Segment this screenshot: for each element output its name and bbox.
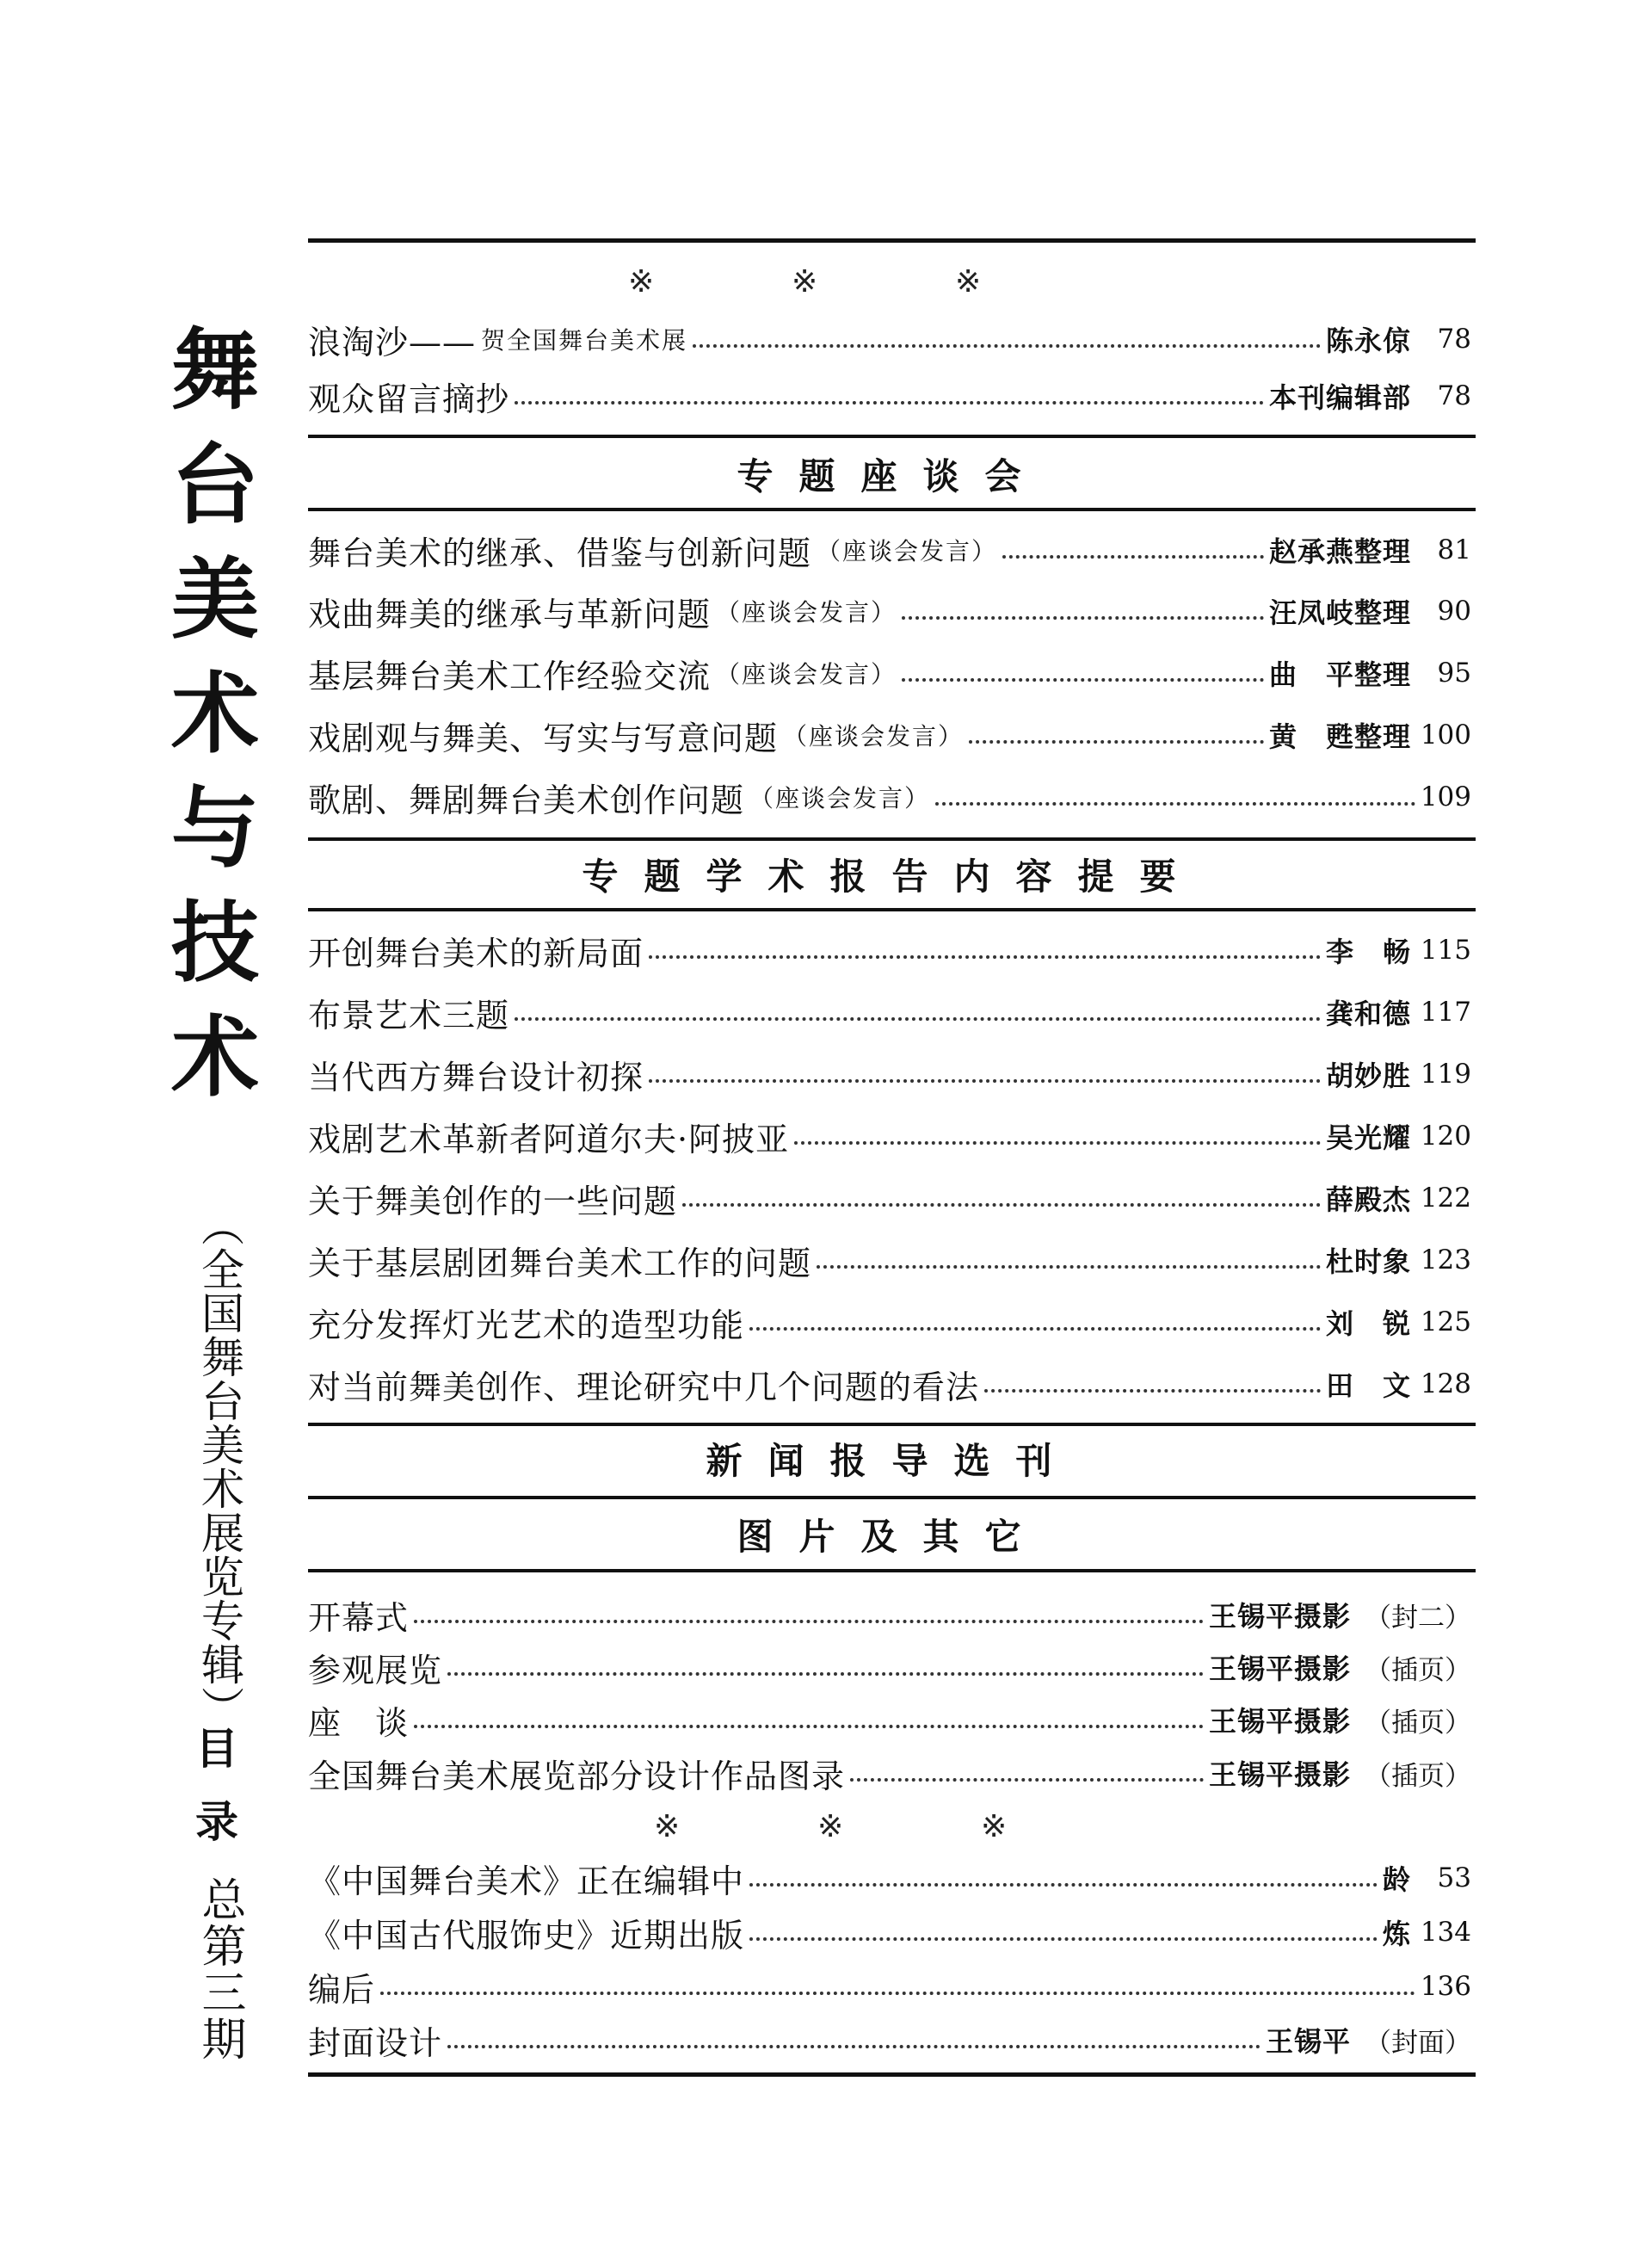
entry-author: 王锡平摄影: [1208, 1705, 1351, 1738]
entry-note: （座谈会发言）: [783, 722, 965, 750]
dot-leader: [515, 1017, 1321, 1021]
toc-entry[interactable]: [308, 1358, 1471, 1410]
entry-page: 136: [1420, 1971, 1471, 2002]
contents-heading: [182, 1713, 251, 1859]
entry-author: 刘 锐: [1325, 1307, 1411, 1340]
dot-leader: [902, 678, 1264, 682]
toc-entry[interactable]: [308, 2014, 1471, 2066]
star-ornament: ※: [792, 263, 818, 300]
entry-title: 基层舞台美术工作经验交流: [308, 657, 712, 695]
dot-leader: [749, 1327, 1321, 1331]
dot-leader: [817, 1265, 1321, 1269]
entry-page: 134: [1420, 1917, 1471, 1948]
entry-title: 开创舞台美术的新局面: [308, 934, 644, 973]
entry-page: 100: [1420, 720, 1471, 750]
entry-page: 81: [1437, 534, 1471, 565]
entry-title: 戏曲舞美的继承与革新问题: [308, 595, 712, 633]
entry-page: 123: [1420, 1245, 1471, 1275]
title-char: 舞: [171, 320, 259, 423]
star-ornament: ※: [981, 1808, 1008, 1844]
entry-title: 浪淘沙——: [308, 323, 477, 361]
dot-leader: [380, 1992, 1415, 1995]
dot-leader: [749, 1883, 1378, 1887]
section-rule: [308, 837, 1476, 841]
toc-entry[interactable]: [308, 524, 1471, 576]
entry-note: （座谈会发言）: [716, 598, 897, 627]
entry-title: 观众留言摘抄: [308, 380, 510, 418]
toc-entry[interactable]: [308, 986, 1471, 1038]
toc-entry[interactable]: [308, 1906, 1471, 1958]
dot-leader: [969, 740, 1264, 744]
toc-entry[interactable]: [308, 1172, 1471, 1224]
entry-title: 戏剧观与舞美、写实与写意问题: [308, 719, 779, 757]
toc-entry[interactable]: [308, 709, 1471, 761]
title-char: 与: [171, 778, 259, 880]
title-char: 技: [171, 892, 259, 995]
entry-page: 125: [1420, 1306, 1471, 1337]
toc-entry[interactable]: [308, 1234, 1471, 1286]
section-rule: [308, 1496, 1476, 1499]
star-ornament: ※: [628, 263, 655, 300]
toc-entry[interactable]: [308, 1852, 1471, 1904]
entry-author: 黄 甦整理: [1268, 720, 1411, 753]
star-ornament: ※: [654, 1808, 681, 1844]
entry-title: 关于基层剧团舞台美术工作的问题: [308, 1244, 812, 1282]
toc-entry[interactable]: [308, 1694, 1471, 1745]
entry-page: 53: [1437, 1862, 1471, 1893]
dot-leader: [749, 1937, 1378, 1941]
entry-author: 胡妙胜: [1325, 1059, 1411, 1092]
entry-author: 陈永倞: [1325, 324, 1411, 357]
dot-leader: [414, 1725, 1204, 1728]
entry-title: 充分发挥灯光艺术的造型功能: [308, 1306, 745, 1344]
star-separator: [308, 1805, 1476, 1848]
entry-page: 78: [1437, 380, 1471, 411]
toc-entry[interactable]: [308, 771, 1471, 823]
entry-note: （座谈会发言）: [749, 784, 931, 812]
entry-author: 王锡平摄影: [1208, 1758, 1351, 1791]
entry-author: 王锡平摄影: [1208, 1652, 1351, 1685]
title-char: 术: [171, 664, 259, 766]
entry-page: （插页）: [1365, 1654, 1471, 1686]
entry-author: 李 畅: [1325, 936, 1411, 968]
table-of-contents: [308, 0, 1476, 2242]
entry-title: 《中国古代服饰史》近期出版: [308, 1916, 745, 1955]
entry-title: 开幕式: [308, 1598, 410, 1637]
section-heading-pictures: 图片及其它: [737, 1516, 1047, 1558]
section-rule: [308, 1423, 1476, 1426]
dot-leader: [693, 344, 1321, 348]
top-rule: [308, 238, 1476, 243]
toc-entry[interactable]: [308, 1589, 1471, 1640]
dot-leader: [984, 1389, 1321, 1393]
title-char: 术: [171, 1007, 259, 1109]
dot-leader: [1002, 555, 1264, 559]
special-issue-subtitle: （全国舞台美术展览专辑）: [194, 1203, 244, 1730]
entry-page: 128: [1420, 1368, 1471, 1399]
dot-leader: [850, 1778, 1204, 1782]
dot-leader: [902, 616, 1264, 620]
entry-author: 曲 平整理: [1268, 658, 1411, 691]
section-heading-news: 新闻报导选刊: [706, 1440, 1078, 1482]
entry-title: 参观展览: [308, 1651, 443, 1689]
entry-author: 炼: [1382, 1918, 1411, 1950]
toc-entry[interactable]: [308, 647, 1471, 699]
entry-title: 关于舞美创作的一些问题: [308, 1182, 678, 1220]
toc-entry[interactable]: [308, 1048, 1471, 1100]
section-rule: [308, 435, 1476, 438]
title-char: 美: [171, 549, 259, 652]
entry-note: （座谈会发言）: [716, 660, 897, 689]
entry-page: 90: [1437, 596, 1471, 627]
entry-title: 全国舞台美术展览部分设计作品图录: [308, 1757, 846, 1795]
dot-leader: [515, 401, 1264, 405]
entry-title: 对当前舞美创作、理论研究中几个问题的看法: [308, 1368, 980, 1406]
entry-page: 115: [1420, 935, 1471, 966]
entry-page: 122: [1420, 1183, 1471, 1214]
section-rule: [308, 508, 1476, 511]
entry-author: 龄: [1382, 1863, 1411, 1896]
dot-leader: [649, 1079, 1321, 1083]
star-ornament: ※: [955, 263, 982, 300]
star-separator: [308, 260, 1476, 303]
contents-char: 目: [195, 1724, 238, 1774]
entry-title: 座 谈: [308, 1703, 410, 1742]
entry-author: 本刊编辑部: [1268, 381, 1411, 414]
toc-entry[interactable]: [308, 1296, 1471, 1348]
entry-page: （插页）: [1365, 1707, 1471, 1739]
entry-author: 赵承燕整理: [1268, 535, 1411, 568]
toc-entry[interactable]: [308, 1961, 1471, 2012]
entry-title: 戏剧艺术革新者阿道尔夫·阿披亚: [308, 1120, 790, 1158]
entry-note: 贺全国舞台美术展: [481, 326, 688, 355]
entry-page: 95: [1437, 658, 1471, 689]
entry-author: 杜时象: [1325, 1245, 1411, 1278]
entry-note: （座谈会发言）: [817, 537, 998, 565]
toc-entry[interactable]: [308, 1641, 1471, 1693]
dot-leader: [935, 802, 1415, 806]
dot-leader: [649, 955, 1321, 959]
entry-title: 编后: [308, 1970, 376, 2009]
dot-leader: [447, 1672, 1204, 1676]
star-ornament: ※: [817, 1808, 844, 1844]
title-char: 台: [171, 435, 259, 537]
dot-leader: [794, 1141, 1321, 1145]
entry-title: 当代西方舞台设计初探: [308, 1058, 644, 1096]
entry-page: （封二）: [1365, 1602, 1471, 1634]
section-heading-symposium: 专题座谈会: [737, 455, 1047, 497]
entry-author: 王锡平摄影: [1208, 1600, 1351, 1633]
entry-page: 109: [1420, 781, 1471, 812]
entry-page: 117: [1420, 997, 1471, 1028]
entry-author: 汪凤岐整理: [1268, 596, 1411, 629]
contents-char: 录: [195, 1797, 238, 1847]
dot-leader: [447, 2045, 1261, 2048]
issue-number: 总第三期: [194, 1876, 245, 2062]
entry-author: 薛殿杰: [1325, 1183, 1411, 1216]
entry-page: 78: [1437, 324, 1471, 355]
entry-author: 龚和德: [1325, 997, 1411, 1030]
dot-leader: [414, 1620, 1204, 1623]
bottom-rule: [308, 2072, 1476, 2077]
entry-page: 119: [1420, 1059, 1471, 1090]
entry-title: 封面设计: [308, 2023, 443, 2062]
entry-author: 吴光耀: [1325, 1121, 1411, 1154]
entry-page: （封面）: [1365, 2027, 1471, 2059]
magazine-title: [159, 314, 271, 1115]
toc-entry[interactable]: [308, 1747, 1471, 1799]
section-rule: [308, 908, 1476, 911]
toc-entry[interactable]: [308, 370, 1471, 422]
entry-title: 歌剧、舞剧舞台美术创作问题: [308, 781, 745, 819]
section-heading-reports: 专题学术报告内容提要: [582, 855, 1202, 898]
toc-entry[interactable]: [308, 1110, 1471, 1162]
toc-entry[interactable]: [308, 313, 1471, 365]
toc-entry[interactable]: [308, 924, 1471, 976]
entry-page: 120: [1420, 1121, 1471, 1152]
dot-leader: [682, 1203, 1321, 1207]
section-rule: [308, 1569, 1476, 1572]
toc-entry[interactable]: [308, 585, 1471, 637]
entry-title: 布景艺术三题: [308, 996, 510, 1035]
entry-title: 《中国舞台美术》正在编辑中: [308, 1862, 745, 1900]
entry-author: 王锡平: [1265, 2025, 1351, 2058]
entry-author: 田 文: [1325, 1369, 1411, 1402]
entry-page: （插页）: [1365, 1760, 1471, 1792]
entry-title: 舞台美术的继承、借鉴与创新问题: [308, 534, 812, 572]
